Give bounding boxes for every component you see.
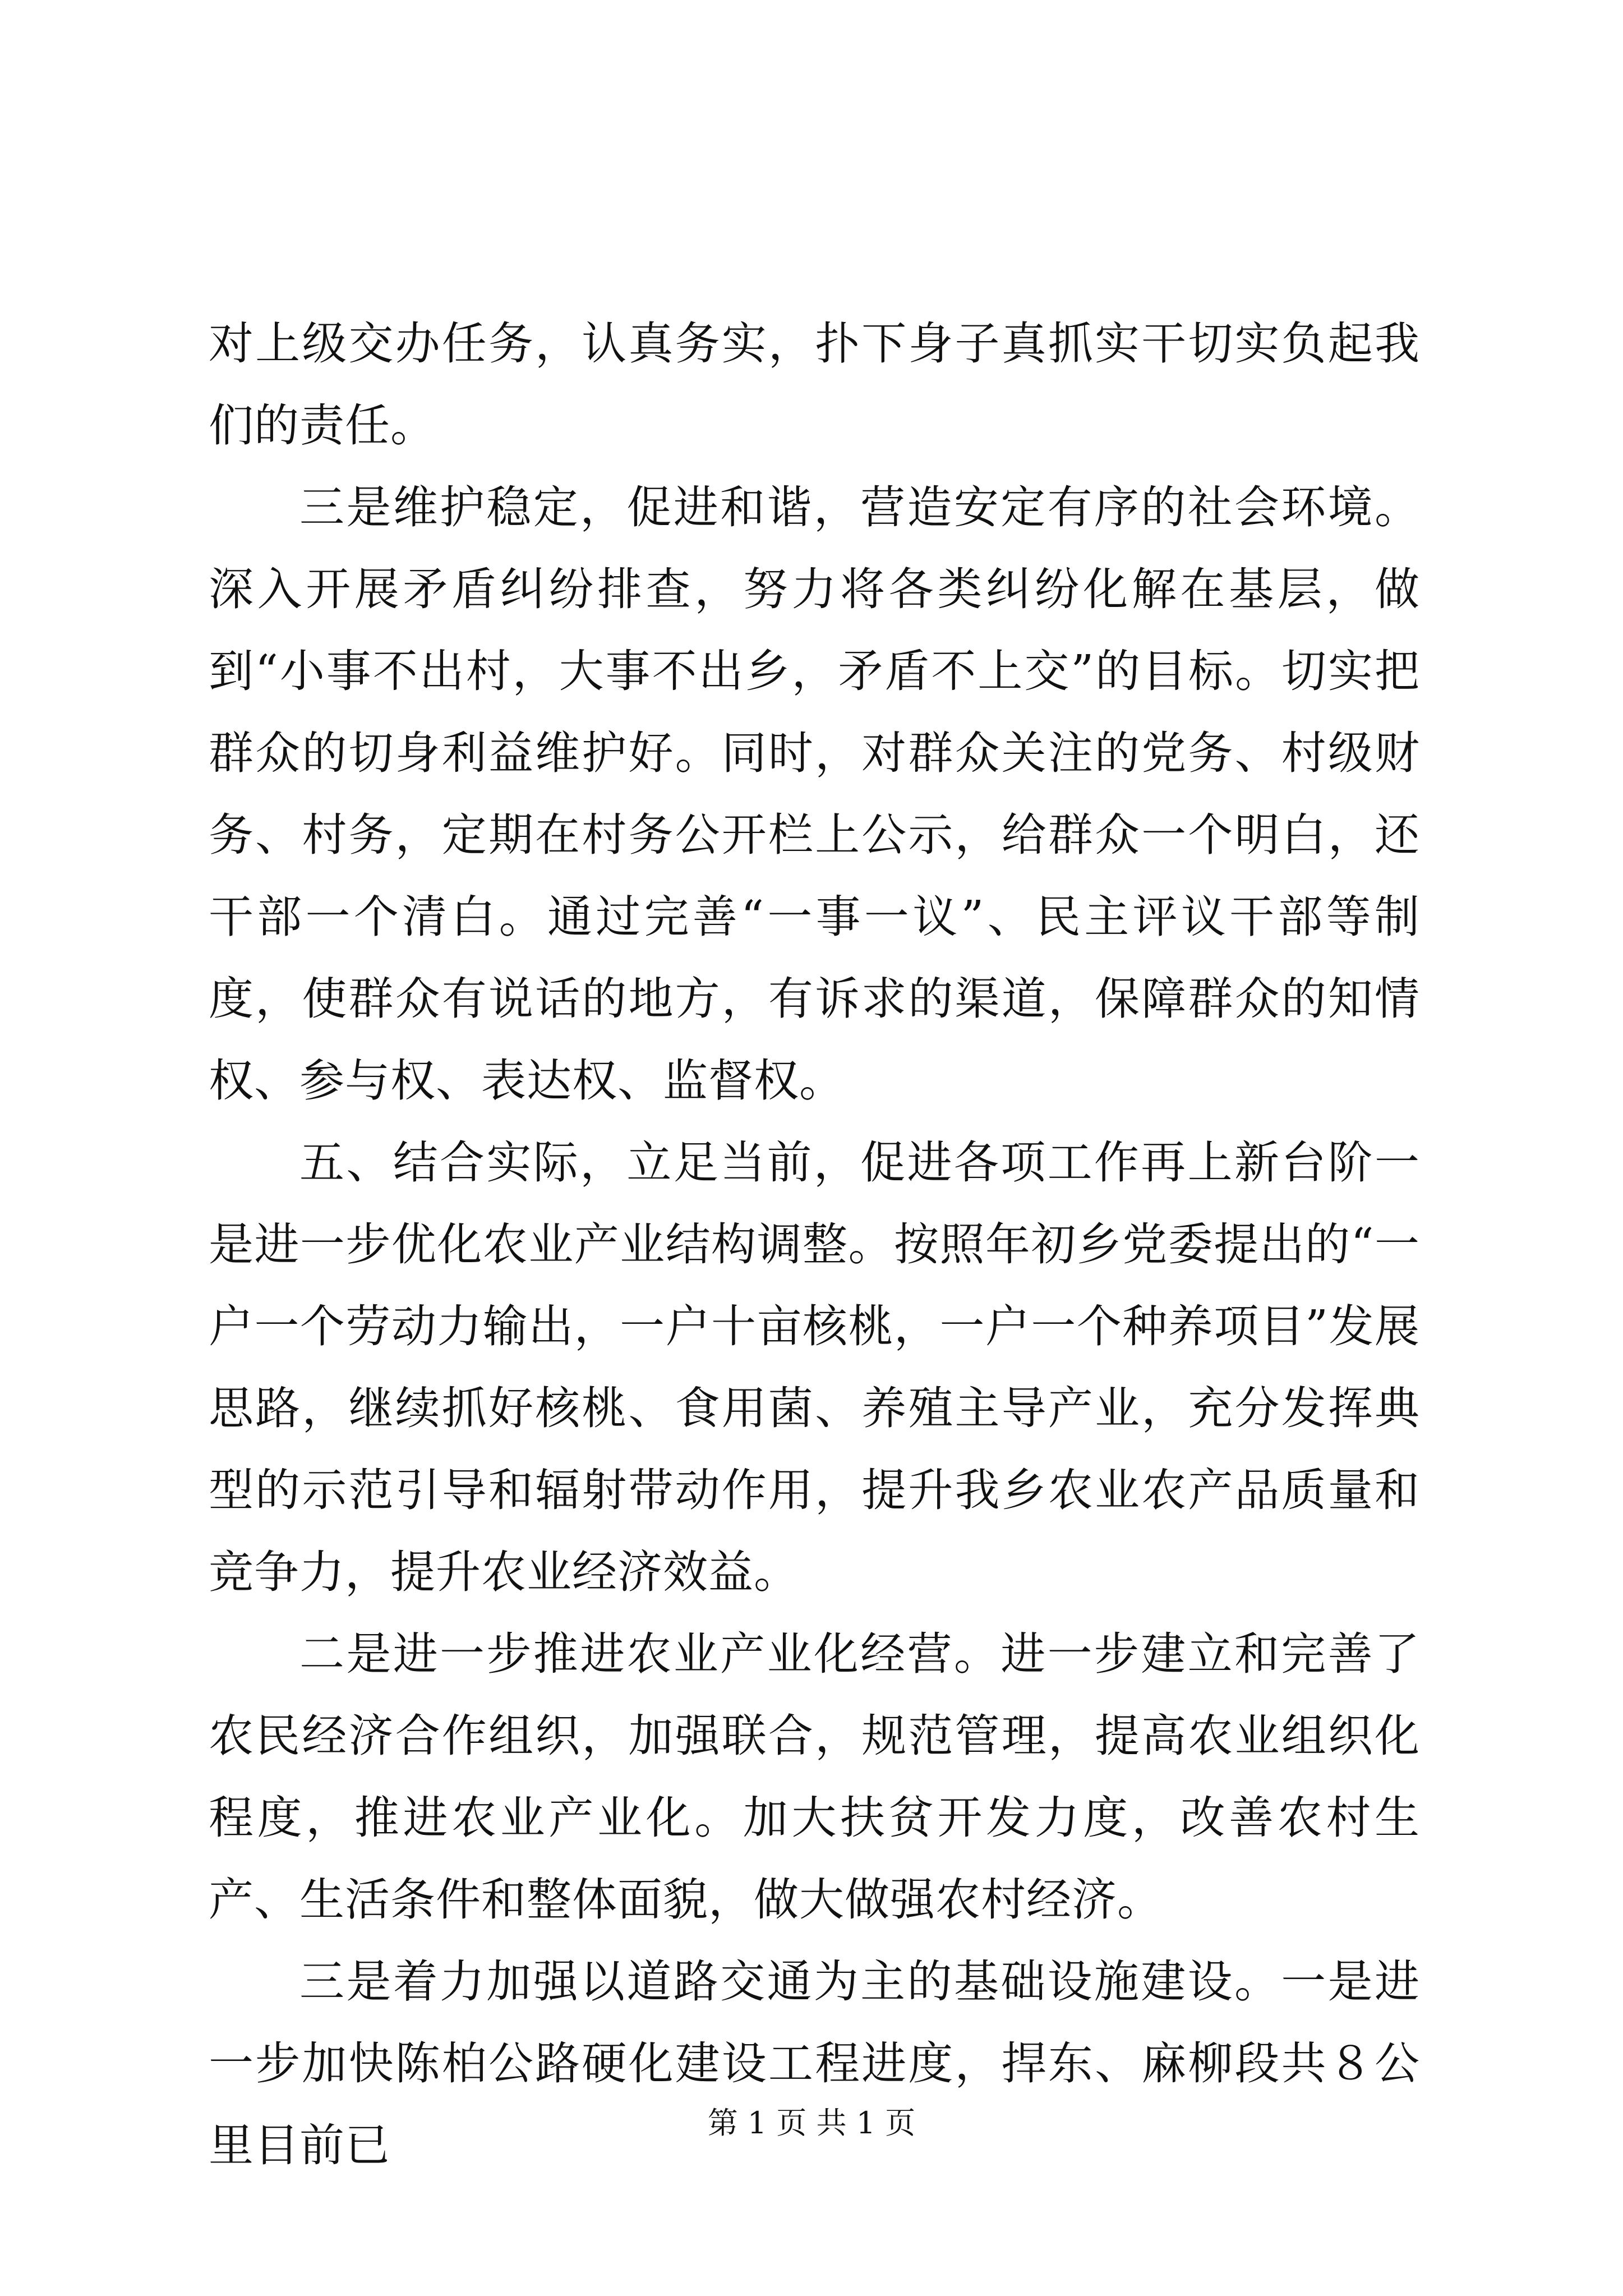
paragraph-infrastructure: 三是着力加强以道路交通为主的基础设施建设。一是进一步加快陈柏公路硬化建设工程进度，捍东、麻柳段共８公里目前已 xyxy=(209,1955,1420,2171)
document-body xyxy=(209,303,1420,2187)
page-footer xyxy=(0,2104,1623,2143)
paragraph-industrialization: 二是进一步推进农业产业化经营。进一步建立和完善了农民经济合作组织，加强联合，规范管理，提高农业组织化程度，推进农业产业化。加大扶贫开发力度，改善农村生产、生活条件和整体面貌，做大做强农村经济。 xyxy=(209,1628,1420,1926)
paragraph-section-five: 五、结合实际，立足当前，促进各项工作再上新台阶一是进一步优化农业产业结构调整。按照年初乡党委提出的“一户一个劳动力输出，一户十亩核桃，一户一个种养项目”发展思路，继续抓好核桃、食用菌、养殖主导产业，充分发挥典型的示范引导和辐射带动作用，提升我乡农业农产品质量和竞争力，提升农业经济效益。 xyxy=(209,1137,1420,1598)
paragraph-stability: 三是维护稳定，促进和谐，营造安定有序的社会环境。深入开展矛盾纠纷排查，努力将各类纠纷化解在基层，做到“小事不出村，大事不出乡，矛盾不上交”的目标。切实把群众的切身利益维护好。同时，对群众关注的党务、村级财务、村务，定期在村务公开栏上公示，给群众一个明白，还干部一个清白。通过完善“一事一议”、民主评议干部等制度，使群众有说话的地方，有诉求的渠道，保障群众的知情权、参与权、表达权、监督权。 xyxy=(209,481,1420,1107)
paragraph-responsibility: 对上级交办任务，认真务实，扑下身子真抓实干切实负起我们的责任。 xyxy=(209,318,1420,452)
page-number-label: 第 1 页 共 1 页 xyxy=(707,2105,916,2141)
